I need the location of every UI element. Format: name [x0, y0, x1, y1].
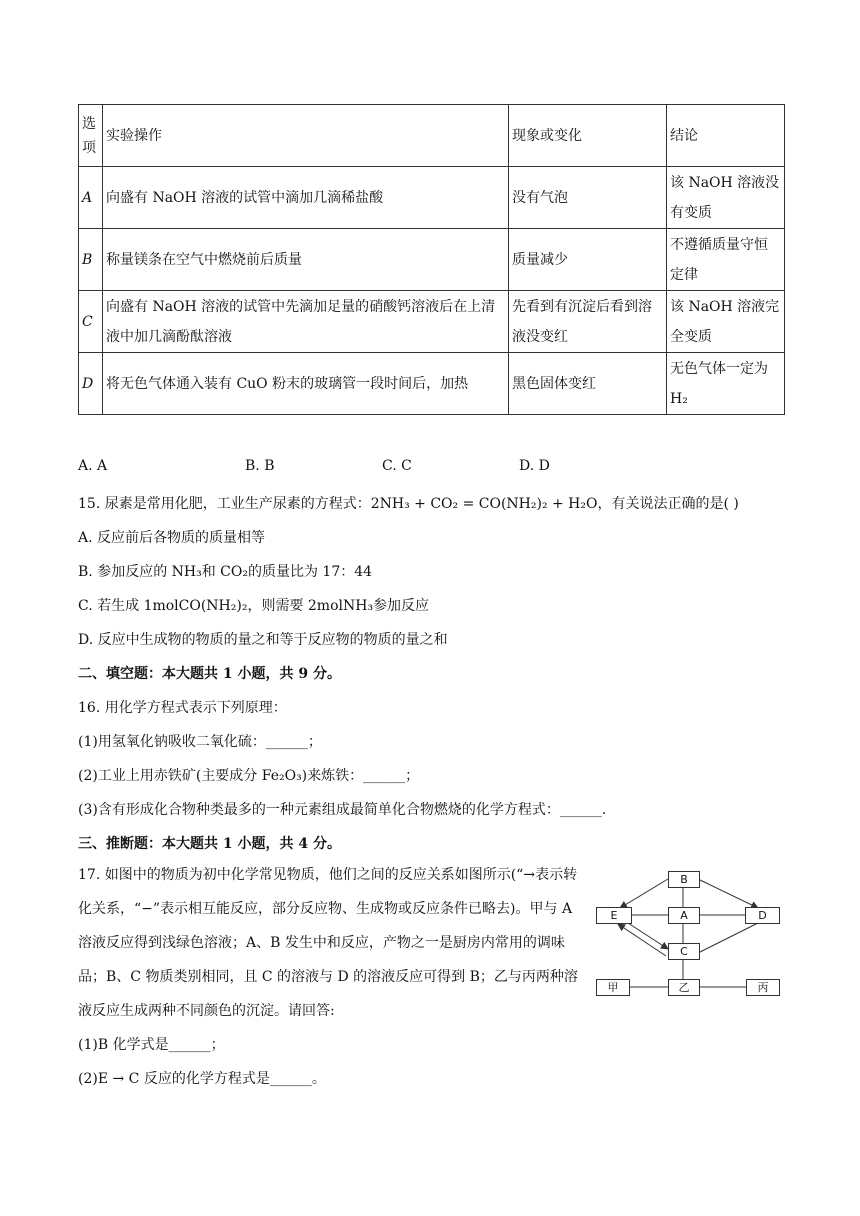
- question-15-option-d: D. 反应中生成物的物质的量之和等于反应物的物质的量之和: [78, 632, 448, 648]
- options-table: [78, 104, 785, 415]
- answer-choice-c: C. C: [382, 458, 412, 474]
- question-17-part-1: (1)B 化学式是______；: [78, 1037, 225, 1053]
- node-c: C: [668, 943, 700, 960]
- node-e: E: [596, 907, 632, 924]
- row-operation: 向盛有 NaOH 溶液的试管中先滴加足量的硝酸钙溶液后在上清液中加几滴酚酞溶液: [103, 291, 509, 353]
- row-operation: 称量镁条在空气中燃烧前后质量: [103, 229, 509, 291]
- row-option: D: [79, 353, 103, 415]
- row-phenomenon: 质量减少: [509, 229, 667, 291]
- link-d-c: [698, 923, 758, 953]
- question-15-option-a: A. 反应前后各物质的质量相等: [78, 530, 266, 546]
- node-yi: 乙: [668, 979, 700, 996]
- row-phenomenon: 黑色固体变红: [509, 353, 667, 415]
- table-row: [79, 167, 785, 229]
- row-option: C: [79, 291, 103, 353]
- question-16-part-3: (3)含有形成化合物种类最多的一种元素组成最简单化合物燃烧的化学方程式：______.: [78, 802, 607, 818]
- row-operation: 向盛有 NaOH 溶液的试管中滴加几滴稀盐酸: [103, 167, 509, 229]
- reaction-diagram: [592, 866, 782, 1000]
- section-heading-inference: 三、推断题：本大题共 1 小题，共 4 分。: [78, 836, 341, 852]
- node-bing: 丙: [746, 979, 780, 996]
- question-16-stem: 16. 用化学方程式表示下列原理：: [78, 700, 287, 716]
- row-conclusion: 不遵循质量守恒定律: [667, 229, 785, 291]
- question-15-option-b: B. 参加反应的 NH₃和 CO₂的质量比为 17：44: [78, 564, 373, 580]
- question-16-part-1: (1)用氢氧化钠吸收二氧化硫：______；: [78, 734, 322, 750]
- node-b: B: [668, 871, 700, 888]
- answer-choice-b: B. B: [245, 458, 275, 474]
- question-15-option-c: C. 若生成 1molCO(NH₂)₂，则需要 2molNH₃参加反应: [78, 598, 430, 614]
- table-row: [79, 229, 785, 291]
- node-d: D: [745, 907, 780, 924]
- table-row: [79, 291, 785, 353]
- arrow-c-to-e: [618, 924, 666, 956]
- question-17-stem: 17. 如图中的物质为初中化学常见物质，他们之间的反应关系如图所示(“→表示转化关系，“−”表示相互能反应，部分反应物、生成物或反应条件已略去)。甲与 A 溶液反应得到浅绿色溶液；A、B 发生中和反应，产物之一是厨房内常用的调味品；B、C 物质类别相同，且 C 的溶液与 D 的溶液反应可得到 B；乙与丙两种溶液反应生成两种不同颜色的沉淀。请回答:: [78, 867, 578, 1019]
- answer-choice-a: A. A: [78, 458, 108, 474]
- header-conclusion: 结论: [667, 105, 785, 167]
- row-conclusion: 该 NaOH 溶液完全变质: [667, 291, 785, 353]
- arrow-e-to-c: [628, 923, 668, 949]
- header-operation: 实验操作: [103, 105, 509, 167]
- node-a: A: [668, 907, 700, 924]
- header-phenomenon: 现象或变化: [509, 105, 667, 167]
- table-header-row: [79, 105, 785, 167]
- table-row: [79, 353, 785, 415]
- arrow-b-to-e: [620, 879, 668, 908]
- row-option: B: [79, 229, 103, 291]
- node-jia: 甲: [596, 979, 630, 996]
- question-15-stem: 15. 尿素是常用化肥，工业生产尿素的方程式：2NH₃ + CO₂ = CO(NH₂)₂ + H₂O，有关说法正确的是( ): [78, 496, 739, 512]
- row-option: A: [79, 167, 103, 229]
- section-heading-fill-in: 二、填空题：本大题共 1 小题，共 9 分。: [78, 666, 341, 682]
- row-conclusion: 该 NaOH 溶液没有变质: [667, 167, 785, 229]
- answer-choice-d: D. D: [519, 458, 550, 474]
- header-option: 选项: [79, 105, 103, 167]
- row-phenomenon: 没有气泡: [509, 167, 667, 229]
- row-phenomenon: 先看到有沉淀后看到溶液没变红: [509, 291, 667, 353]
- arrow-b-to-d: [698, 879, 758, 908]
- question-17-part-2: (2)E → C 反应的化学方程式是______。: [78, 1071, 326, 1087]
- row-operation: 将无色气体通入装有 CuO 粉末的玻璃管一段时间后，加热: [103, 353, 509, 415]
- question-16-part-2: (2)工业上用赤铁矿(主要成分 Fe₂O₃)来炼铁：______；: [78, 768, 420, 784]
- row-conclusion: 无色气体一定为 H₂: [667, 353, 785, 415]
